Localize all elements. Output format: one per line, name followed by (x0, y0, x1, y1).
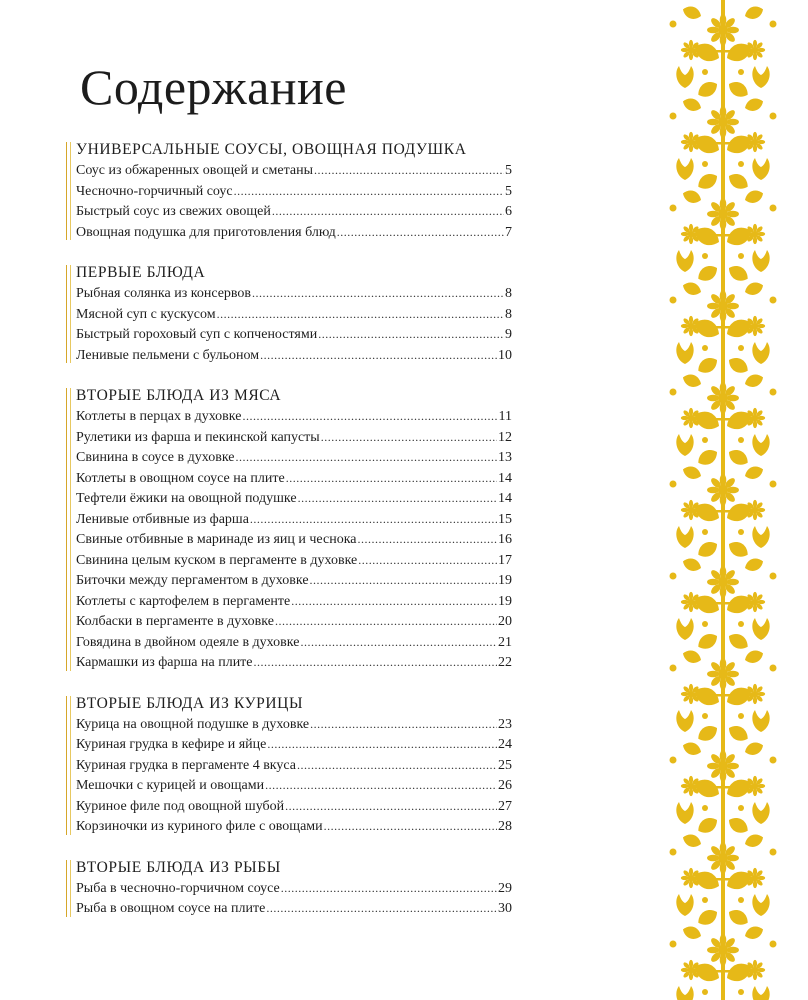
entry-title: Быстрый соус из свежих овощей (76, 204, 271, 219)
dot-leader (300, 632, 497, 652)
dot-leader (236, 447, 498, 467)
entry-title: Мясной суп с кускусом (76, 306, 216, 322)
entry-title: Корзиночки из куриного филе с овощами (76, 819, 323, 834)
dot-leader (337, 222, 504, 242)
dot-leader (310, 570, 497, 590)
entry-title: Котлеты с картофелем в пергаменте (76, 593, 291, 609)
entry-title: Свинина в соусе в духовке (76, 450, 235, 465)
entry-title: Ленивые отбивные из фарша (76, 511, 249, 527)
entry-title: Ленивые пельмени с бульоном (76, 347, 260, 363)
toc-entry[interactable] (76, 816, 512, 837)
page-number: 9 (505, 327, 512, 342)
page-number: 22 (498, 655, 512, 670)
dot-leader (234, 181, 504, 201)
dot-leader (267, 734, 497, 754)
dot-leader (281, 878, 497, 898)
dot-leader (314, 160, 504, 180)
page-number: 11 (498, 409, 512, 424)
page-number: 19 (498, 593, 512, 609)
toc-entry[interactable] (76, 570, 512, 591)
section-heading: ВТОРЫЕ БЛЮДА ИЗ МЯСА (76, 387, 282, 404)
entry-title: Куриная грудка в пергаменте 4 вкуса (76, 757, 297, 773)
entry-title: Рулетики из фарша и пекинской капусты (76, 429, 320, 445)
page-number: 16 (498, 532, 512, 547)
entry-title: Котлеты в овощном соусе на плите (76, 470, 285, 486)
dot-leader (286, 468, 497, 488)
page-number: 30 (498, 901, 512, 916)
page-number: 21 (498, 634, 512, 650)
dot-leader (358, 529, 498, 549)
page-number: 26 (498, 778, 512, 793)
entry-title: Биточки между пергаментом в духовке (76, 573, 309, 588)
toc-section (66, 694, 512, 837)
dot-leader (217, 304, 504, 324)
toc-section (66, 140, 512, 242)
toc-entry[interactable] (76, 529, 512, 550)
section-heading: УНИВЕРСАЛЬНЫЕ СОУСЫ, ОВОЩНАЯ ПОДУШКА (76, 141, 467, 158)
dot-leader (275, 611, 497, 631)
dot-leader (254, 652, 497, 672)
toc-entry[interactable] (76, 427, 512, 448)
dot-leader (298, 488, 497, 508)
entry-title: Куриная грудка в кефире и яйце (76, 737, 267, 752)
toc-entry[interactable] (76, 488, 512, 509)
folk-floral-border-icon (664, 0, 782, 1000)
section-heading: ВТОРЫЕ БЛЮДА ИЗ РЫБЫ (76, 858, 281, 876)
entry-title: Рыба в овощном соусе на плите (76, 901, 266, 916)
toc-entry[interactable] (76, 550, 512, 571)
page-number: 14 (498, 491, 512, 506)
entry-title: Мешочки с курицей и овощами (76, 778, 265, 793)
dot-leader (285, 796, 497, 816)
table-of-contents (66, 140, 512, 940)
entry-title: Рыба в чесночно-горчичном соусе (76, 880, 280, 896)
toc-section (66, 858, 512, 919)
toc-entry[interactable] (76, 324, 512, 345)
entry-title: Куриное филе под овощной шубой (76, 798, 285, 814)
page-number: 13 (498, 450, 512, 465)
toc-entry[interactable] (76, 304, 512, 325)
entry-title: Рыбная солянка из консервов (76, 286, 252, 301)
page-number: 8 (505, 306, 512, 322)
entry-title: Овощная подушка для приготовления блюд (76, 224, 336, 240)
entry-title: Тефтели ёжики на овощной подушке (76, 491, 297, 506)
page-number: 12 (498, 429, 512, 445)
toc-entry[interactable] (76, 734, 512, 755)
page-number: 5 (505, 163, 512, 178)
toc-entry[interactable] (76, 160, 512, 181)
toc-entry[interactable] (76, 468, 512, 489)
dot-leader (321, 427, 497, 447)
toc-section (66, 263, 512, 365)
page-number: 14 (498, 470, 512, 486)
toc-entry[interactable] (76, 447, 512, 468)
toc-entry[interactable] (76, 775, 512, 796)
toc-section (66, 386, 512, 673)
toc-entry[interactable] (76, 201, 512, 222)
section-heading: ПЕРВЫЕ БЛЮДА (76, 264, 206, 281)
toc-entry[interactable] (76, 652, 512, 673)
page-number: 24 (498, 737, 512, 752)
page-number: 23 (498, 716, 512, 732)
page-number: 28 (498, 819, 512, 834)
page-number: 19 (498, 573, 512, 588)
page-number: 25 (498, 757, 512, 773)
toc-entry[interactable] (76, 509, 512, 530)
toc-entry[interactable] (76, 611, 512, 632)
dot-leader (260, 345, 497, 365)
page-number: 5 (505, 183, 512, 199)
toc-entry[interactable] (76, 878, 512, 899)
page-number: 10 (498, 347, 512, 363)
page-number: 17 (498, 552, 512, 568)
entry-title: Кармашки из фарша на плите (76, 655, 253, 670)
dot-leader (252, 283, 504, 303)
section-heading: ВТОРЫЕ БЛЮДА ИЗ КУРИЦЫ (76, 694, 304, 712)
entry-title: Говядина в двойном одеяле в духовке (76, 634, 300, 650)
toc-entry[interactable] (76, 283, 512, 304)
toc-entry[interactable] (76, 591, 512, 612)
dot-leader (358, 550, 497, 570)
toc-entry[interactable] (76, 796, 512, 817)
entry-title: Котлеты в перцах в духовке (76, 409, 242, 424)
page-number: 27 (498, 798, 512, 814)
page-number: 7 (505, 224, 512, 240)
page-number: 20 (498, 614, 512, 629)
toc-entry[interactable] (76, 898, 512, 919)
entry-title: Соус из обжаренных овощей и сметаны (76, 163, 313, 178)
dot-leader (291, 591, 497, 611)
page-number: 6 (505, 204, 512, 219)
entry-title: Колбаски в пергаменте в духовке (76, 614, 274, 629)
dot-leader (266, 898, 497, 918)
dot-leader (318, 324, 504, 344)
dot-leader (265, 775, 497, 795)
toc-entry[interactable] (76, 714, 512, 735)
page-number: 29 (498, 880, 512, 896)
entry-title: Свиные отбивные в маринаде из яиц и чеснока (76, 532, 357, 547)
entry-title: Быстрый гороховый суп с копченостями (76, 327, 318, 342)
entry-title: Курица на овощной подушке в духовке (76, 716, 310, 732)
dot-leader (250, 509, 497, 529)
dot-leader (272, 201, 504, 221)
toc-entry[interactable] (76, 222, 512, 243)
dot-leader (324, 816, 497, 836)
dot-leader (297, 755, 497, 775)
dot-leader (242, 406, 497, 426)
toc-entry[interactable] (76, 632, 512, 653)
page-number: 8 (505, 286, 512, 301)
entry-title: Свинина целым куском в пергаменте в духовке (76, 552, 358, 568)
page-title: Содержание (80, 59, 347, 115)
entry-title: Чесночно-горчичный соус (76, 183, 233, 199)
toc-entry[interactable] (76, 345, 512, 366)
page-number: 15 (498, 511, 512, 527)
toc-entry[interactable] (76, 181, 512, 202)
toc-entry[interactable] (76, 755, 512, 776)
dot-leader (310, 714, 497, 734)
toc-entry[interactable] (76, 406, 512, 427)
